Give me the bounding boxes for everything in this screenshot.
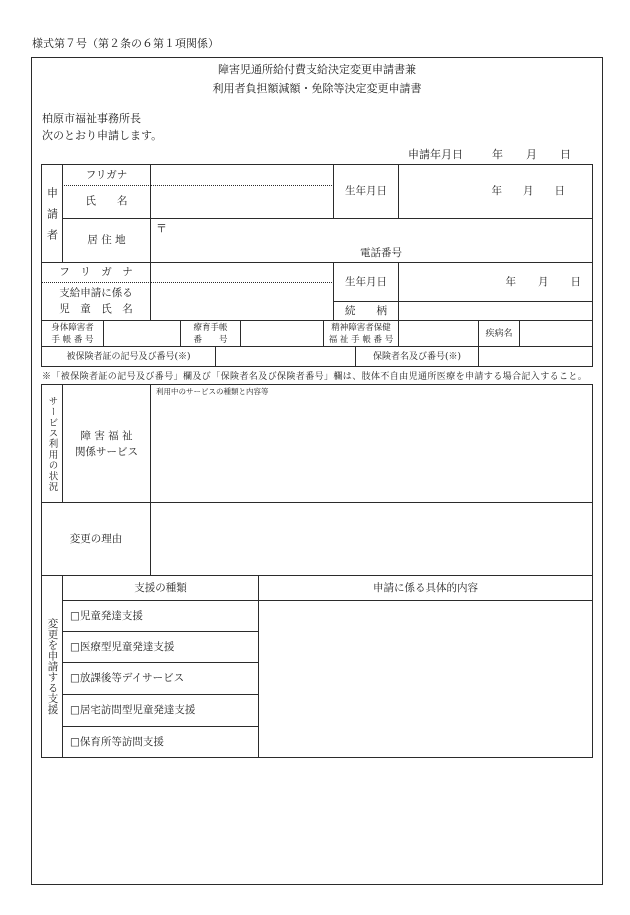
checkbox-icon: □ [70,735,80,748]
application-date-day-unit: 日 [560,148,571,161]
child-name-label [41,282,151,321]
service-category-text-line1: 障 害 福 祉 [80,429,133,442]
mental-handbook-label [323,320,399,347]
form-note: ※「被保険者証の記号及び番号」欄及び「保険者名及び保険者番号」欄は、肢体不自由児通所医療を申請する場合記入すること。 [42,372,588,382]
physical-handbook-text-line2: 手 帳 番 号 [51,334,94,345]
postal-mark: 〒 [156,222,167,235]
support-option-label: 児童発達支援 [79,609,143,622]
support-option-label: 居宅訪問型児童発達支援 [79,704,196,716]
applicant-birth-year-unit: 年 [491,185,502,197]
disease-text: 疾病名 [485,328,513,339]
mental-handbook-text-line1: 精神障害者保健 [331,322,391,333]
child-birth-year-unit: 年 [505,275,516,288]
application-date-label: 申請年月日 [408,148,463,161]
support-option [62,631,259,663]
disease-label [478,320,520,347]
physical-handbook-label [41,320,104,347]
support-option [62,726,259,758]
form-title-line1: 障害児通所給付費支給決定変更申請書兼 [218,63,416,76]
applicant-address-label [62,218,151,263]
child-birth-day-unit: 日 [570,275,581,288]
child-birthdate-text: 生年月日 [345,275,387,288]
insurance-card-text: 被保険者証の記号及び番号(※) [66,351,191,362]
applicant-furigana-text: フリガナ [85,168,128,181]
application-date-month-unit: 月 [526,148,537,161]
checkbox-icon: □ [70,609,80,622]
checkbox-icon: □ [70,704,80,716]
applicant-birthdate-field [398,164,593,219]
ryoiku-handbook-text-line2: 番 号 [193,334,228,345]
insurer-field [478,346,593,367]
physical-handbook-field [103,320,181,347]
physical-handbook-text-line1: 身体障害者 [51,322,94,333]
applicant-birthdate-label [333,164,399,219]
applicant-name-text: 氏 名 [85,195,128,207]
support-type-header [62,575,259,601]
form-number: 様式第７号（第２条の６第１項関係） [32,37,219,50]
service-detail-hint: 利用中のサービスの種類と内容等 [156,387,269,396]
support-detail-header-text: 申請に係る具体的内容 [373,581,478,594]
insurer-text: 保険者名及び番号(※) [372,351,462,362]
child-furigana-label [41,262,151,283]
support-option [62,694,259,727]
support-type-header-text: 支援の種類 [134,581,187,594]
applicant-birth-day-unit: 日 [554,185,565,197]
applicant-birthdate-text: 生年月日 [345,185,387,197]
child-birth-month-unit: 月 [538,275,549,288]
support-section-label [41,575,63,758]
mental-handbook-text-line2: 福 祉 手 帳 番 号 [328,334,394,345]
change-reason-text: 変更の理由 [69,532,123,545]
child-name-field [150,282,334,321]
change-reason-label [41,502,151,576]
checkbox-icon: □ [70,640,80,653]
mental-handbook-field [398,320,479,347]
service-detail-field [150,384,593,503]
service-status-section-label [41,384,63,503]
insurance-card-field [215,346,356,367]
child-relationship-text: 続 柄 [345,304,387,317]
child-relationship-field [398,301,593,321]
support-detail-field [258,600,593,758]
support-option-label: 保育所等訪問支援 [79,735,164,748]
ryoiku-handbook-label [180,320,241,347]
phone-label: 電話番号 [360,247,402,259]
child-furigana-text: フ リ ガ ナ [59,266,133,278]
service-category-text-line2: 関係サービス [75,445,138,458]
applicant-name-label [62,185,151,219]
applicant-address-field [150,218,593,263]
application-date-year-unit: 年 [492,148,503,161]
disease-field [519,320,593,347]
support-section-text: 変更を申請する支援 [46,618,59,715]
insurer-label [355,346,479,367]
applicant-furigana-field [150,164,334,186]
child-birthdate-field [398,262,593,302]
applicant-address-text: 居 住 地 [87,234,126,246]
applicant-name-field [150,185,334,219]
support-option [62,662,259,695]
service-status-section-text: サービス利用の状況 [46,395,58,493]
support-option-label: 医療型児童発達支援 [79,640,175,653]
applicant-section-label [41,164,63,263]
service-category-label [62,384,151,503]
support-detail-header [258,575,593,601]
addressee: 柏原市福祉事務所長 [42,112,141,125]
applicant-furigana-label [62,164,151,186]
child-name-text-line2: 児 童 氏 名 [59,303,133,315]
support-option [62,600,259,632]
applicant-birth-month-unit: 月 [523,185,534,197]
child-name-text-line1: 支給申請に係る [59,287,133,299]
child-furigana-field [150,262,334,283]
checkbox-icon: □ [70,672,80,684]
ryoiku-handbook-text-line1: 療育手帳 [193,322,228,333]
change-reason-field [150,502,593,576]
applicant-section-text: 申請者 [45,187,59,250]
child-birthdate-label [333,262,399,302]
insurance-card-label [41,346,216,367]
form-title-line2: 利用者負担額減額・免除等決定変更申請書 [212,82,422,95]
ryoiku-handbook-field [240,320,324,347]
support-option-label: 放課後等デイサービス [79,672,185,684]
child-relationship-label [333,301,399,321]
request-statement: 次のとおり申請します。 [42,129,163,142]
